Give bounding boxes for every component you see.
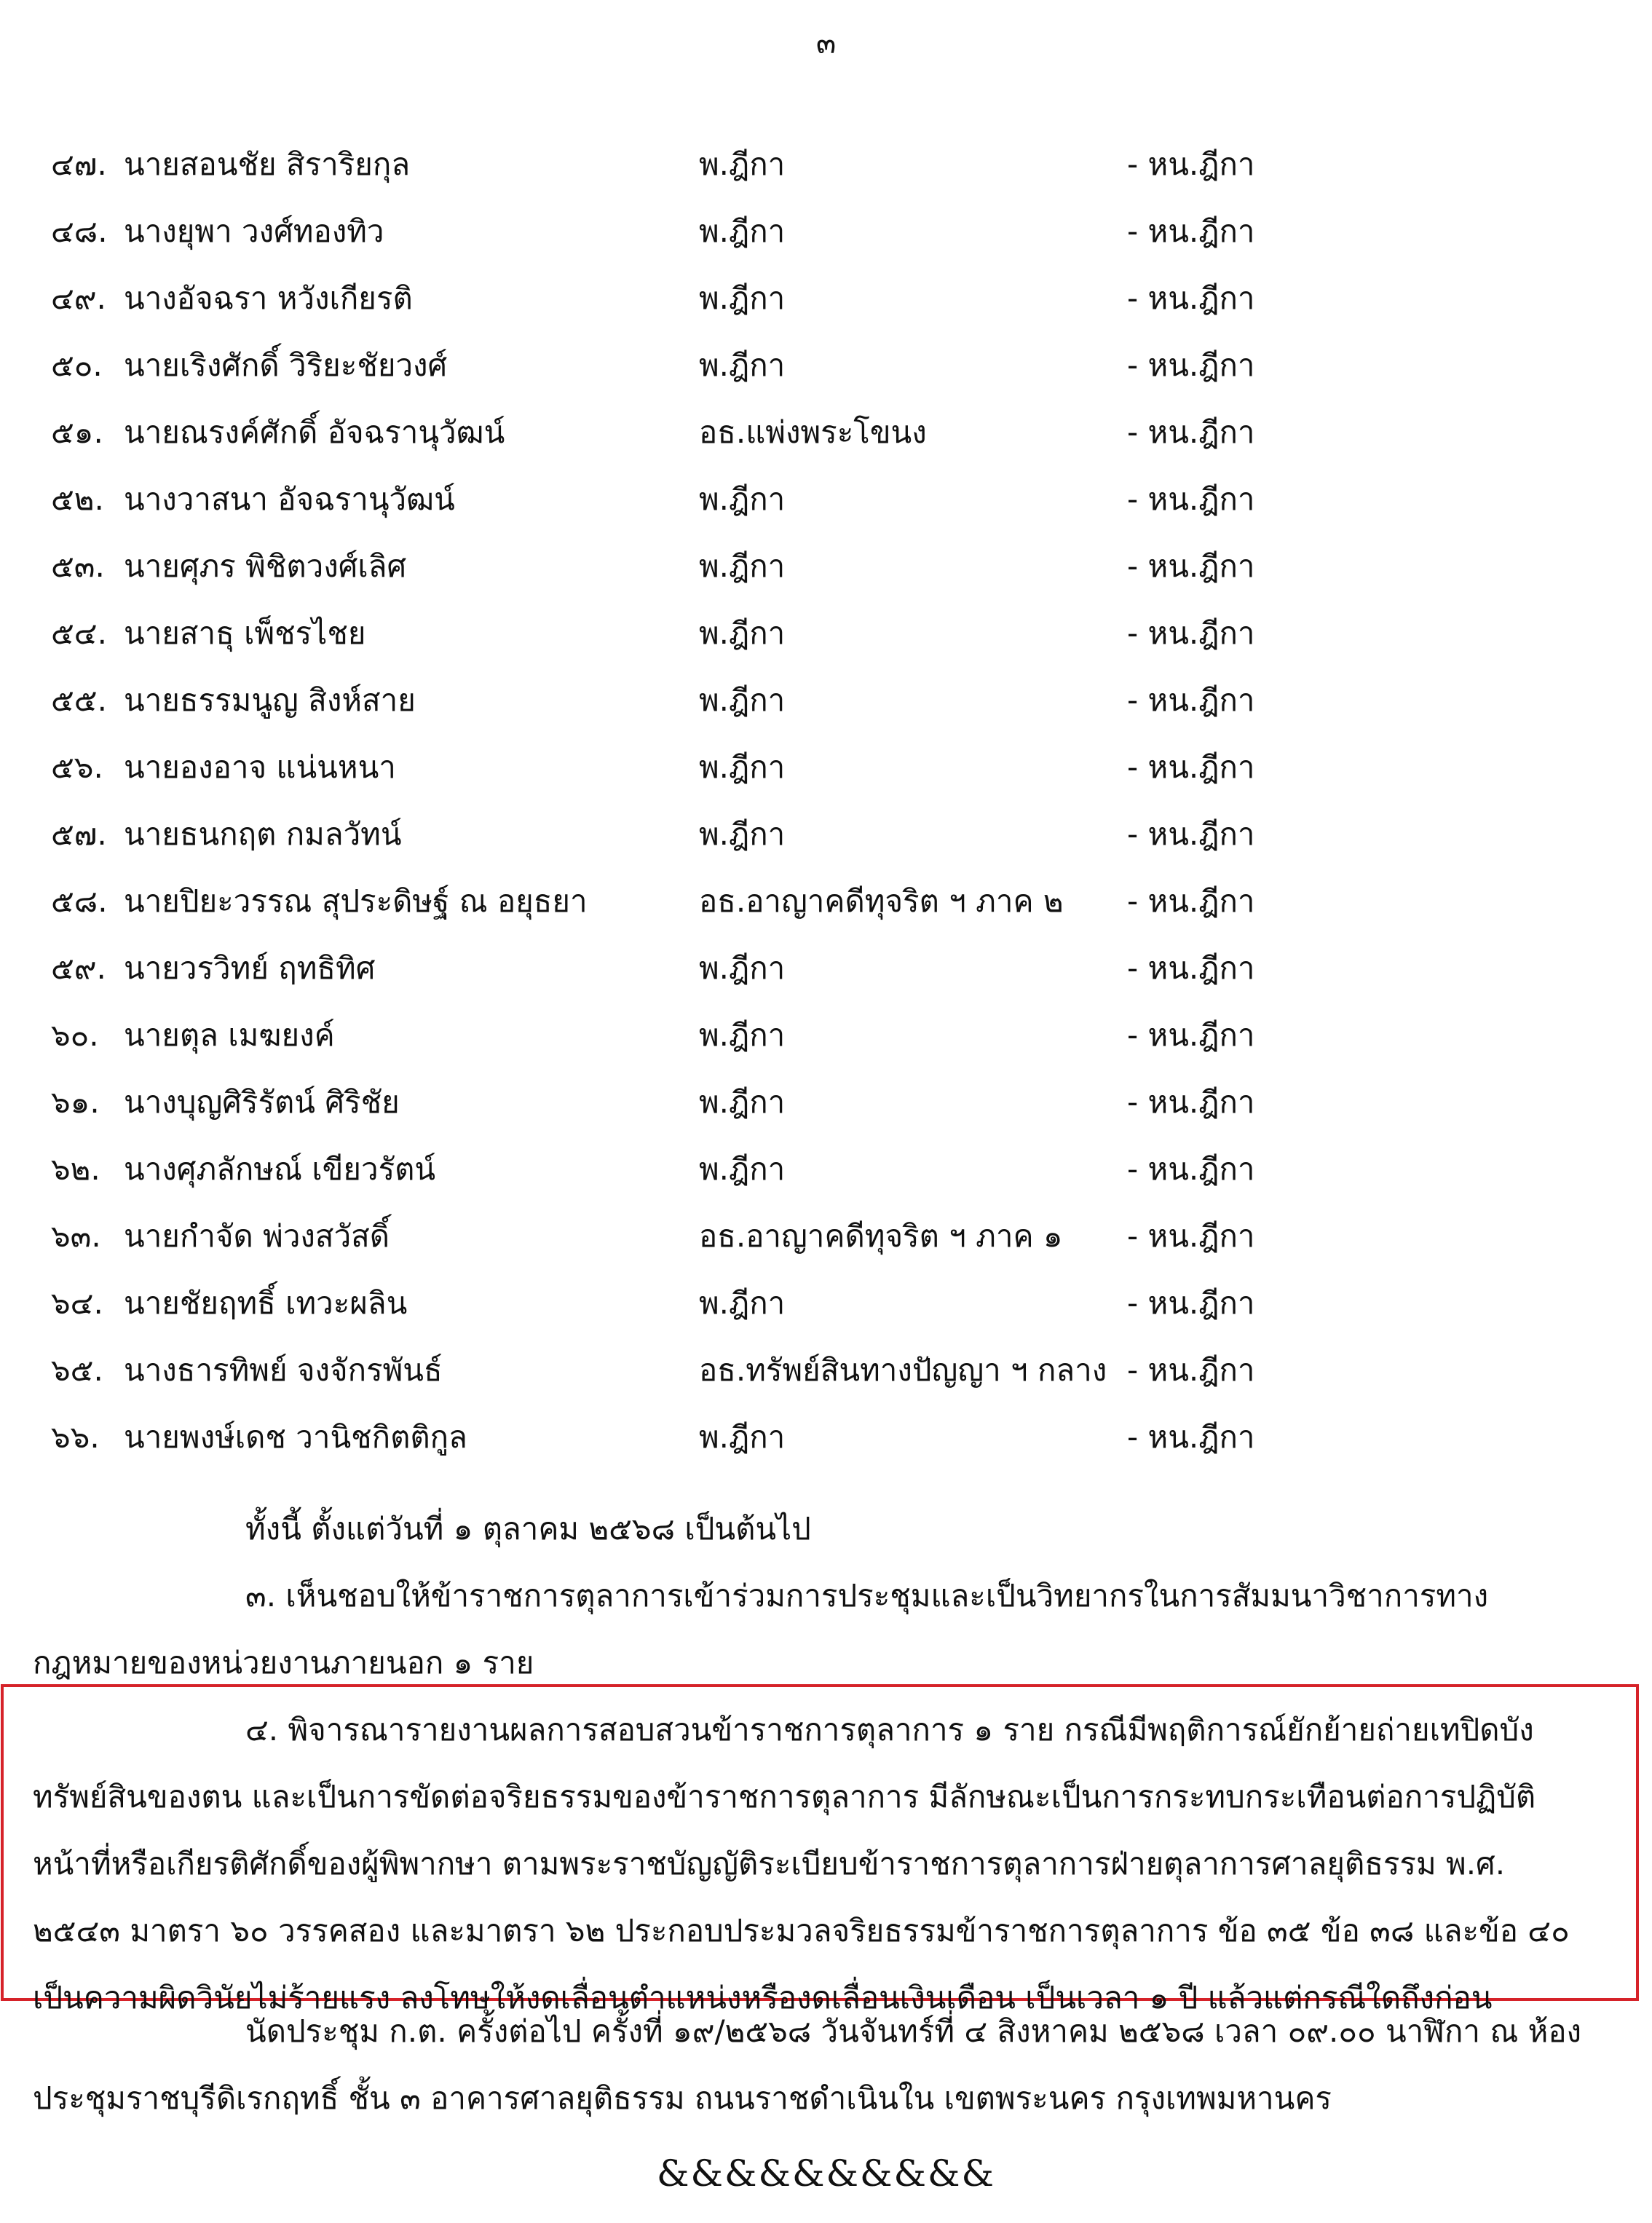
row-new-position: - หน.ฎีกา — [1127, 1151, 1255, 1187]
row-name: นายพงษ์เดช วานิชกิตติกูล — [124, 1419, 467, 1455]
effective-date-paragraph — [33, 1496, 1584, 1563]
row-new-position: - หน.ฎีกา — [1127, 280, 1255, 316]
effective-date-text: ทั้งนี้ ตั้งแต่วันที่ ๑ ตุลาคม ๒๕๖๘ เป็นต้นไป — [245, 1511, 811, 1547]
row-new-position: - หน.ฎีกา — [1127, 213, 1255, 249]
list-row — [0, 466, 1652, 533]
list-row — [0, 1136, 1652, 1203]
row-new-position: - หน.ฎีกา — [1127, 414, 1255, 450]
row-number: ๖๐. — [51, 1017, 99, 1053]
list-row — [0, 1270, 1652, 1337]
list-row — [0, 667, 1652, 734]
row-name: นายกำจัด พ่วงสวัสดิ์ — [124, 1218, 390, 1254]
row-current-position: อธ.อาญาคดีทุจริต ฯ ภาค ๒ — [699, 883, 1064, 919]
row-current-position: พ.ฎีกา — [699, 682, 786, 718]
row-number: ๖๓. — [51, 1218, 101, 1254]
row-number: ๕๐. — [51, 347, 103, 383]
row-name: นางศุภลักษณ์ เขียวรัตน์ — [124, 1151, 436, 1187]
list-row — [0, 1404, 1652, 1471]
row-name: นายณรงค์ศักดิ์ อัจฉรานุวัฒน์ — [124, 414, 505, 450]
row-new-position: - หน.ฎีกา — [1127, 1017, 1255, 1053]
row-name: นายเริงศักดิ์ วิริยะชัยวงศ์ — [124, 347, 448, 383]
row-new-position: - หน.ฎีกา — [1127, 950, 1255, 986]
row-number: ๖๕. — [51, 1352, 103, 1388]
row-new-position: - หน.ฎีกา — [1127, 1218, 1255, 1254]
list-row — [0, 1337, 1652, 1404]
row-current-position: พ.ฎีกา — [699, 213, 786, 249]
item-4-paragraph — [33, 1697, 1584, 2032]
row-number: ๕๘. — [51, 883, 108, 919]
appointment-list — [0, 131, 1652, 1471]
row-new-position: - หน.ฎีกา — [1127, 615, 1255, 651]
list-row — [0, 399, 1652, 466]
next-meeting-text: นัดประชุม ก.ต. ครั้งต่อไป ครั้งที่ ๑๙/๒๕๖๘ วันจันทร์ที่ ๔ สิงหาคม ๒๕๖๘ เวลา ๐๙.๐๐ นาฬิกา ณ ห้องประชุมราชบุรีดิเรกฤทธิ์ ชั้น ๓ อาคารศาลยุติธรรม ถนนราชดำเนินใน เขตพระนคร กรุงเทพมหานคร — [33, 2013, 1582, 2116]
row-name: นางบุญศิริรัตน์ ศิริชัย — [124, 1084, 400, 1120]
row-current-position: พ.ฎีกา — [699, 950, 786, 986]
row-current-position: พ.ฎีกา — [699, 548, 786, 584]
row-new-position: - หน.ฎีกา — [1127, 146, 1255, 182]
row-name: นายตุล เมฆยงค์ — [124, 1017, 335, 1053]
list-row — [0, 1203, 1652, 1270]
row-name: นายองอาจ แน่นหนา — [124, 749, 396, 785]
list-row — [0, 734, 1652, 801]
list-row — [0, 801, 1652, 868]
row-new-position: - หน.ฎีกา — [1127, 883, 1255, 919]
row-new-position: - หน.ฎีกา — [1127, 481, 1255, 517]
list-row — [0, 1002, 1652, 1069]
row-current-position: อธ.ทรัพย์สินทางปัญญา ฯ กลาง — [699, 1352, 1107, 1388]
row-number: ๕๒. — [51, 481, 104, 517]
row-new-position: - หน.ฎีกา — [1127, 1419, 1255, 1455]
item-4-text: ๔. พิจารณารายงานผลการสอบสวนข้าราชการตุลาการ ๑ ราย กรณีมีพฤติการณ์ยักย้ายถ่ายเทปิดบังทรัพย์สินของตน และเป็นการขัดต่อจริยธรรมของข้าราชการตุลาการ มีลักษณะเป็นการกระทบกระเทือนต่อการปฏิบัติหน้าที่หรือเกียรติศักดิ์ของผู้พิพากษา ตามพระราชบัญญัติระเบียบข้าราชการตุลาการฝ่ายตุลาการศาลยุติธรรม พ.ศ. ๒๕๔๓ มาตรา ๖๐ วรรคสอง และมาตรา ๖๒ ประกอบประมวลจริยธรรมข้าราชการตุลาการ ข้อ ๓๕ ข้อ ๓๘ และข้อ ๔๐ เป็นความผิดวินัยไม่ร้ายแรง ลงโทษให้งดเลื่อนตำแหน่งหรืองดเลื่อนเงินเดือน เป็นเวลา ๑ ปี แล้วแต่กรณีใดถึงก่อน — [33, 1712, 1570, 2015]
row-name: นายธนกฤต กมลวัทน์ — [124, 816, 402, 852]
row-current-position: พ.ฎีกา — [699, 615, 786, 651]
row-new-position: - หน.ฎีกา — [1127, 347, 1255, 383]
list-row — [0, 131, 1652, 198]
list-row — [0, 533, 1652, 600]
row-current-position: พ.ฎีกา — [699, 481, 786, 517]
row-new-position: - หน.ฎีกา — [1127, 816, 1255, 852]
row-name: นายปิยะวรรณ สุประดิษฐ์ ณ อยุธยา — [124, 883, 588, 919]
row-name: นางอัจฉรา หวังเกียรติ — [124, 280, 413, 316]
row-current-position: พ.ฎีกา — [699, 1151, 786, 1187]
row-number: ๔๗. — [51, 146, 107, 182]
row-number: ๕๔. — [51, 615, 107, 651]
row-number: ๕๓. — [51, 548, 105, 584]
next-meeting-paragraph — [33, 1998, 1584, 2132]
row-name: นางธารทิพย์ จงจักรพันธ์ — [124, 1352, 443, 1388]
row-number: ๕๖. — [51, 749, 103, 785]
row-new-position: - หน.ฎีกา — [1127, 1084, 1255, 1120]
row-number: ๖๔. — [51, 1285, 103, 1321]
row-name: นายชัยฤทธิ์ เทวะผลิน — [124, 1285, 408, 1321]
row-name: นายสอนชัย สิราริยกุล — [124, 146, 411, 182]
row-number: ๕๑. — [51, 414, 103, 450]
list-row — [0, 935, 1652, 1002]
row-name: นายธรรมนูญ สิงห์สาย — [124, 682, 416, 718]
row-current-position: อธ.แพ่งพระโขนง — [699, 414, 927, 450]
row-new-position: - หน.ฎีกา — [1127, 1285, 1255, 1321]
row-new-position: - หน.ฎีกา — [1127, 1352, 1255, 1388]
row-number: ๔๙. — [51, 280, 106, 316]
row-new-position: - หน.ฎีกา — [1127, 749, 1255, 785]
row-current-position: พ.ฎีกา — [699, 816, 786, 852]
list-row — [0, 198, 1652, 265]
row-new-position: - หน.ฎีกา — [1127, 548, 1255, 584]
row-number: ๕๗. — [51, 816, 107, 852]
row-current-position: อธ.อาญาคดีทุจริต ฯ ภาค ๑ — [699, 1218, 1063, 1254]
row-number: ๔๘. — [51, 213, 108, 249]
row-current-position: พ.ฎีกา — [699, 347, 786, 383]
row-name: นางวาสนา อัจฉรานุวัฒน์ — [124, 481, 455, 517]
row-current-position: พ.ฎีกา — [699, 1285, 786, 1321]
row-name: นายสาธุ เพ็ชรไชย — [124, 615, 366, 651]
row-current-position: พ.ฎีกา — [699, 146, 786, 182]
item-3-paragraph — [33, 1563, 1584, 1697]
row-number: ๖๖. — [51, 1419, 100, 1455]
list-row — [0, 265, 1652, 332]
row-name: นายศุภร พิชิตวงศ์เลิศ — [124, 548, 407, 584]
row-current-position: พ.ฎีกา — [699, 749, 786, 785]
page-number: ๓ — [815, 27, 837, 60]
row-number: ๖๑. — [51, 1084, 100, 1120]
document-end-mark: &&&&&&&&&& — [656, 2152, 996, 2195]
list-row — [0, 332, 1652, 399]
item-3-text: ๓. เห็นชอบให้ข้าราชการตุลาการเข้าร่วมการประชุมและเป็นวิทยากรในการสัมมนาวิชาการทางกฎหมายของหน่วยงานภายนอก ๑ ราย — [33, 1578, 1489, 1681]
row-new-position: - หน.ฎีกา — [1127, 682, 1255, 718]
row-current-position: พ.ฎีกา — [699, 1419, 786, 1455]
row-current-position: พ.ฎีกา — [699, 1084, 786, 1120]
list-row — [0, 868, 1652, 935]
row-name: นางยุพา วงศ์ทองทิว — [124, 213, 384, 249]
row-number: ๕๙. — [51, 950, 106, 986]
row-current-position: พ.ฎีกา — [699, 1017, 786, 1053]
row-current-position: พ.ฎีกา — [699, 280, 786, 316]
row-name: นายวรวิทย์ ฤทธิทิศ — [124, 950, 376, 986]
row-number: ๖๒. — [51, 1151, 100, 1187]
list-row — [0, 600, 1652, 667]
row-number: ๕๕. — [51, 682, 107, 718]
list-row — [0, 1069, 1652, 1136]
